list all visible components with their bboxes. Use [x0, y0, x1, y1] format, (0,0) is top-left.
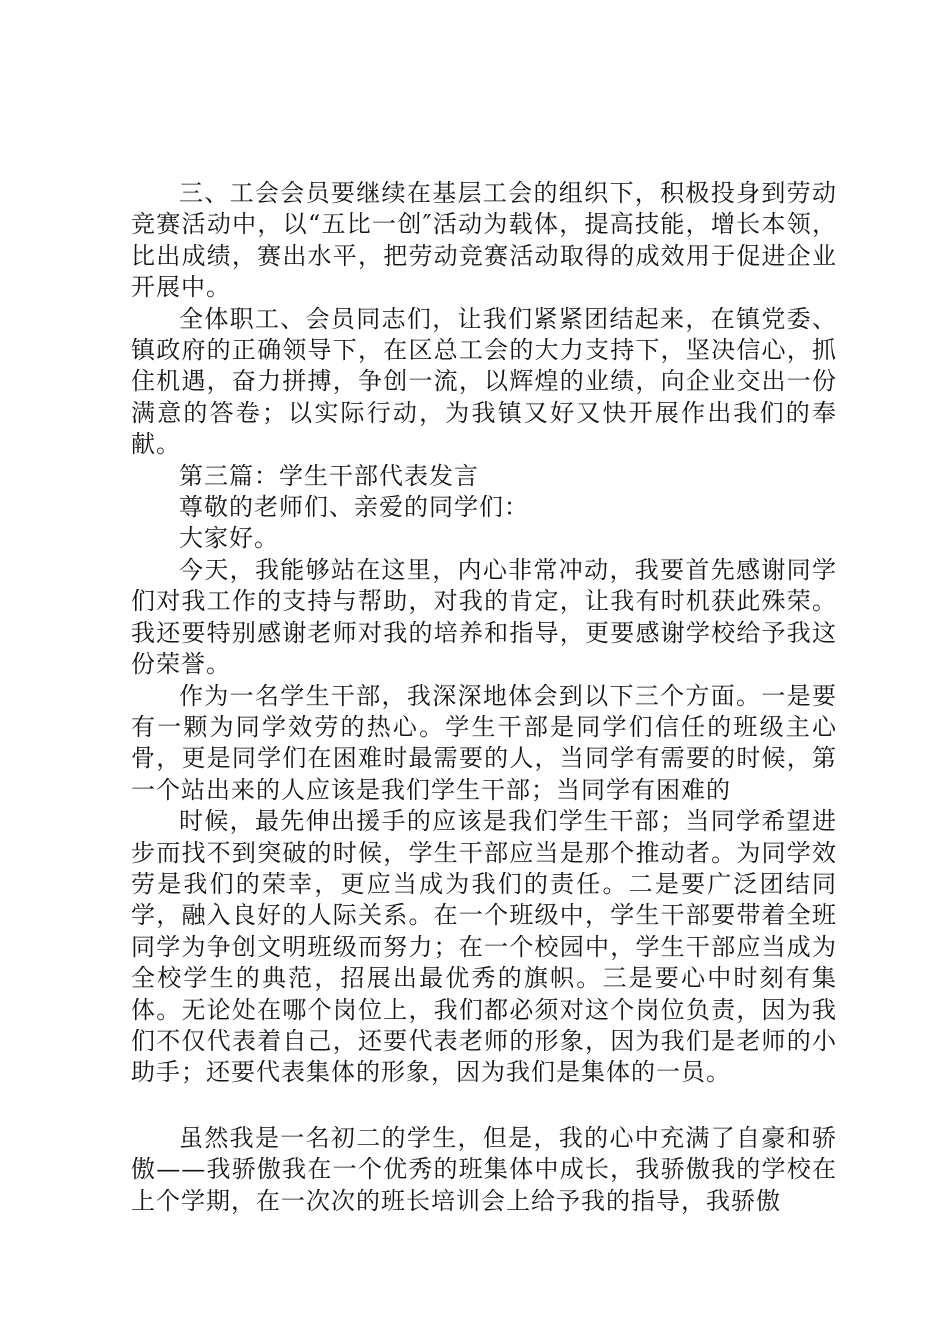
paragraph-three-aspects: 作为一名学生干部，我深深地体会到以下三个方面。一是要有一颗为同学效劳的热心。学生干部是同学们信任的班级主心骨，更是同学们在困难时最需要的人，当同学有需要的时候，第一个站出来的人应该是我们学生干部；当同学有困难的: [131, 681, 837, 804]
paragraph-union-members: 三、工会会员要继续在基层工会的组织下，积极投身到劳动竞赛活动中，以“五比一创″活动为载体，提高技能，增长本领，比出成绩，赛出水平，把劳动竞赛活动取得的成效用于促进企业开展中。: [131, 179, 837, 302]
section-title: 第三篇：学生干部代表发言: [179, 461, 479, 490]
paragraph-pride: 虽然我是一名初二的学生，但是，我的心中充满了自豪和骄傲——我骄傲我在一个优秀的班集体中成长，我骄傲我的学校在上个学期，在一次次的班长培训会上给予我的指导，我骄傲: [131, 1123, 837, 1215]
paragraph-thanks: 今天，我能够站在这里，内心非常冲动，我要首先感谢同学们对我工作的支持与帮助，对我的肯定，让我有时机获此殊荣。我还要特别感谢老师对我的培养和指导，更要感谢学校给予我这份荣誉。: [131, 555, 837, 679]
document-body: [131, 178, 837, 1217]
paragraph-all-staff: 全体职工、会员同志们，让我们紧紧团结起来，在镇党委、镇政府的正确领导下，在区总工会的大力支持下，坚决信心，抓住机遇，奋力拼搏，争创一流，以辉煌的业绩，向企业交出一份满意的答卷；以实际行动，为我镇又好又快开展作出我们的奉献。: [131, 304, 837, 459]
paragraph-three-aspects-continued: 时候，最先伸出援手的应该是我们学生干部；当同学希望进步而找不到突破的时候，学生干部应当是那个推动者。为同学效劳是我们的荣幸，更应当成为我们的责任。二是要广泛团结同学，融入良好的人际关系。在一个班级中，学生干部要带着全班同学为争创文明班级而努力；在一个校园中，学生干部应当成为全校学生的典范，招展出最优秀的旗帜。三是要心中时刻有集体。无论处在哪个岗位上，我们都必须对这个岗位负责，因为我们不仅代表着自己，还要代表老师的形象，因为我们是老师的小助手；还要代表集体的形象，因为我们是集体的一员。: [131, 807, 837, 1087]
greeting: 大家好。: [179, 524, 279, 553]
salutation: 尊敬的老师们、亲爱的同学们：: [179, 493, 529, 522]
paragraph-spacer: [131, 1089, 837, 1123]
